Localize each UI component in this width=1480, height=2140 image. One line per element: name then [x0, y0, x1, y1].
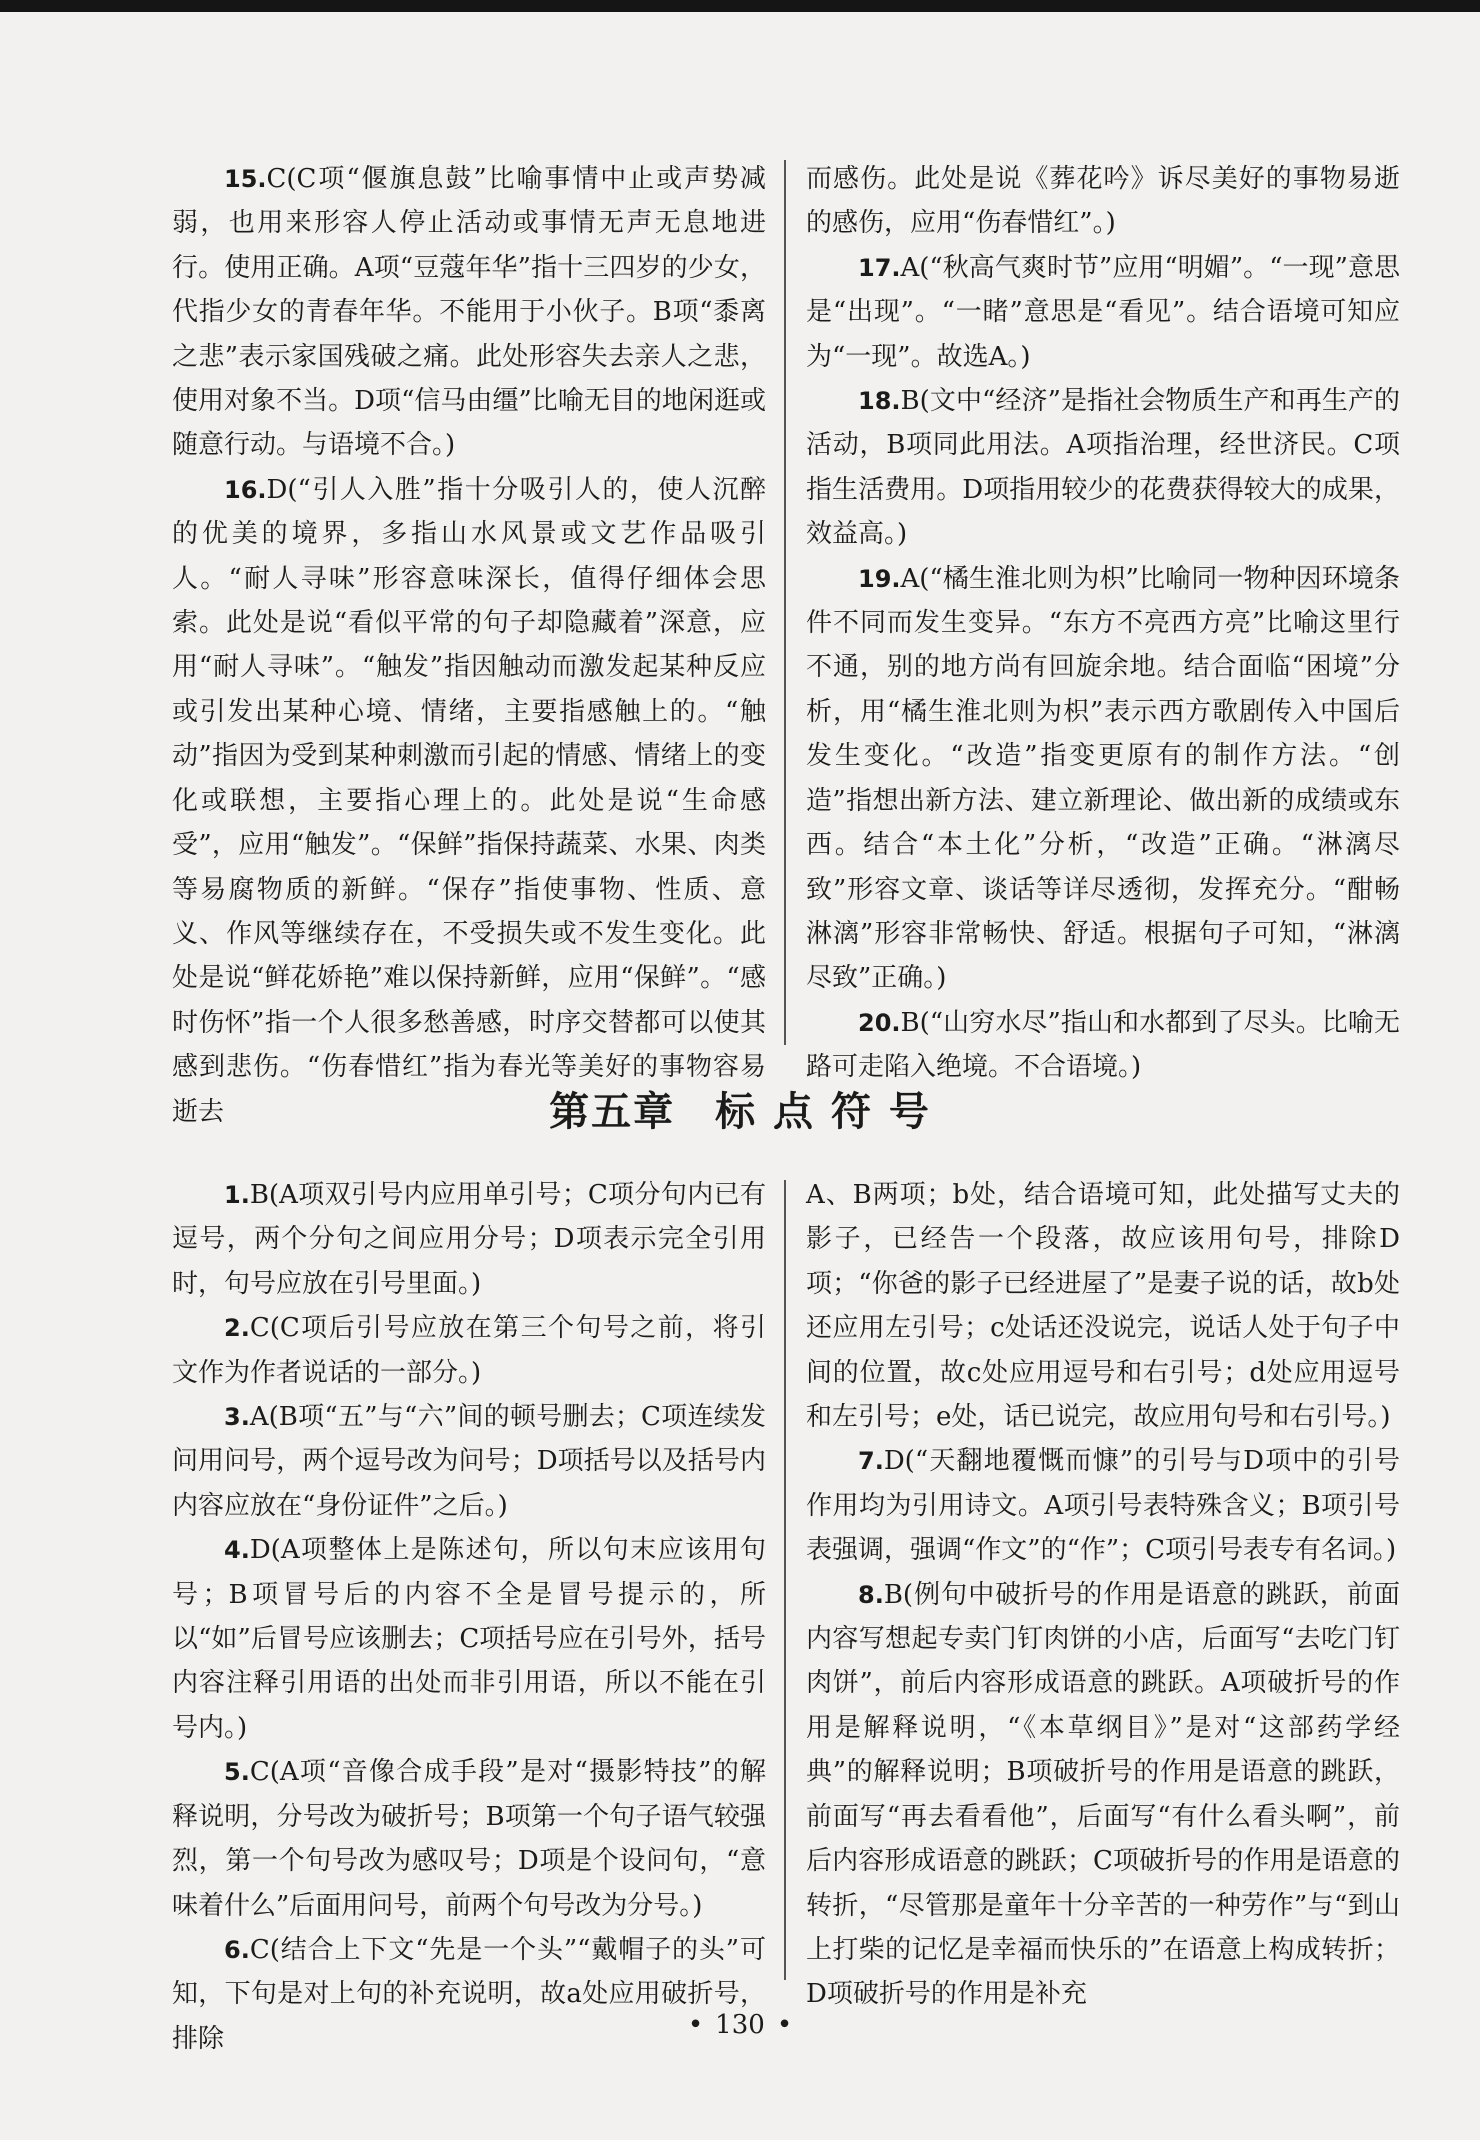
answer-text: D(A项整体上是陈述句，所以句末应该用句号；B项冒号后的内容不全是冒号提示的，所以“如”后冒号应该删去；C项括号应在引号外，括号内容注释引用语的出处而非引用语，所以不能在引号内。)	[172, 1535, 766, 1743]
answer-text: B(文中“经济”是指社会物质生产和再生产的活动，B项同此用法。A项指治理，经世济民。C项指生活费用。D项指用较少的花费获得较大的成果，效益高。)	[806, 386, 1400, 550]
answer-continuation	[806, 157, 1400, 246]
answer-item	[806, 379, 1400, 557]
answer-number: 8.	[858, 1580, 884, 1609]
page-number-dot-right: •	[776, 2010, 793, 2040]
answer-number: 2.	[224, 1314, 250, 1343]
page-number-value: 130	[715, 2010, 765, 2040]
answer-item	[172, 157, 766, 468]
answer-text: B(例句中破折号的作用是语意的跳跃，前面内容写想起专卖门钉肉饼的小店，后面写“去吃门钉肉饼”，前后内容形成语意的跳跃。A项破折号的作用是解释说明，“《本草纲目》”是对“这部药学经典”的解释说明；B项破折号的作用是语意的跳跃，前面写“再去看看他”，后面写“有什么看头啊”，前后内容形成语意的跳跃；C项破折号的作用是语意的转折，“尽管那是童年十分辛苦的一种劳作”与“到山上打柴的记忆是幸福而快乐的”在语意上构成转折；D项破折号的作用是补充	[806, 1579, 1400, 2010]
answer-text: C(A项“音像合成手段”是对“摄影特技”的解释说明，分号改为破折号；B项第一个句子语气较强烈，第一个句号改为感叹号；D项是个设问句，“意味着什么”后面用问号，前两个句号改为分号。)	[172, 1757, 766, 1921]
answer-number: 3.	[224, 1403, 250, 1432]
answer-item	[172, 1528, 766, 1750]
answer-text: A(“秋高气爽时节”应用“明媚”。“一现”意思是“出现”。“一睹”意思是“看见”。结合语境可知应为“一现”。故选A。)	[806, 252, 1400, 372]
answer-text: B(A项双引号内应用单引号；C项分句内已有逗号，两个分句之间应用分号；D项表示完全引用时，句号应放在引号里面。)	[172, 1180, 766, 1299]
answer-number: 4.	[224, 1536, 250, 1565]
answer-number: 17.	[858, 253, 901, 282]
column-divider-bottom	[784, 1180, 786, 1980]
answer-text: B(“山穷水尽”指山和水都到了尽头。比喻无路可走陷入绝境。不合语境。)	[806, 1007, 1400, 1083]
answer-number: 5.	[224, 1758, 250, 1787]
answer-item	[806, 1001, 1400, 1090]
answer-number: 15.	[224, 165, 267, 193]
answer-item	[806, 1439, 1400, 1572]
answer-item	[172, 1750, 766, 1928]
page-number-dot-left: •	[687, 2010, 704, 2040]
answer-text: A、B两项；b处，结合语境可知，此处描写丈夫的影子，已经告一个段落，故应该用句号，排除D项；“你爸的影子已经进屋了”是妻子说的话，故b处还应用左引号；c处话还没说完，说话人处于句子中间的位置，故c处应用逗号和右引号；d处应用逗号和左引号；e处，话已说完，故应用句号和右引号。)	[806, 1180, 1400, 1433]
answer-number: 1.	[224, 1181, 250, 1209]
answer-item	[172, 1395, 766, 1528]
answer-number: 18.	[858, 387, 901, 416]
answer-text: D(“引人入胜”指十分吸引人的，使人沉醉的优美的境界，多指山水风景或文艺作品吸引人。“耐人寻味”形容意味深长，值得仔细体会思索。此处是说“看似平常的句子却隐藏着”深意，应用“耐人寻味”。“触发”指因触动而激发起某种反应或引发出某种心境、情绪，主要指感触上的。“触动”指因为受到某种刺激而引起的情感、情绪上的变化或联想，主要指心理上的。此处是说“生命感受”，应用“触发”。“保鲜”指保持蔬菜、水果、肉类等易腐物质的新鲜。“保存”指使事物、性质、意义、作风等继续存在，不受损失或不发生变化。此处是说“鲜花娇艳”难以保持新鲜，应用“保鲜”。“感时伤怀”指一个人很多愁善感，时序交替都可以使其感到悲伤。“伤春惜红”指为春光等美好的事物容易逝去	[172, 474, 766, 1127]
answer-text: D(“天翻地覆慨而慷”的引号与D项中的引号作用均为引用诗文。A项引号表特殊含义；B项引号表强调，强调“作文”的“作”；C项引号表专有名词。)	[806, 1446, 1400, 1566]
answer-number: 7.	[858, 1447, 884, 1476]
chapter-number: 第五章	[549, 1089, 676, 1135]
answer-continuation	[806, 1173, 1400, 1439]
answer-text: A(B项“五”与“六”间的顿号删去；C项连续发问用问号，两个逗号改为问号；D项括号以及括号内内容应放在“身份证件”之后。)	[172, 1402, 766, 1521]
answer-text: C(C项后引号应放在第三个句号之前，将引文作为作者说话的一部分。)	[172, 1313, 766, 1388]
answer-number: 16.	[224, 475, 267, 504]
bottom-right-column	[802, 1173, 1400, 2010]
chapter-title	[0, 1080, 1480, 1137]
answer-item	[172, 1928, 766, 2061]
column-divider-top	[784, 160, 786, 1045]
answer-text: 而感伤。此处是说《葬花吟》诉尽美好的事物易逝的感伤，应用“伤春惜红”。)	[806, 164, 1400, 239]
answer-text: A(“橘生淮北则为枳”比喻同一物种因环境条件不同而发生变异。“东方不亮西方亮”比喻这里行不通，别的地方尚有回旋余地。结合面临“困境”分析，用“橘生淮北则为枳”表示西方歌剧传入中国后发生变化。“改造”指变更原有的制作方法。“创造”指想出新方法、建立新理论、做出新的成绩或东西。结合“本土化”分析，“改造”正确。“淋漓尽致”形容文章、谈话等详尽透彻，发挥充分。“酣畅淋漓”形容非常畅快、舒适。根据句子可知，“淋漓尽致”正确。)	[806, 563, 1400, 994]
answer-item	[172, 1173, 766, 1306]
answer-item	[806, 246, 1400, 379]
top-right-column	[802, 157, 1400, 1083]
answer-item	[172, 468, 766, 1134]
answer-number: 6.	[224, 1935, 250, 1964]
answer-number: 20.	[858, 1008, 901, 1037]
answer-text: C(结合上下文“先是一个头”“戴帽子的头”可知，下句是对上句的补充说明，故a处应用破折号，排除	[172, 1934, 766, 2054]
answer-text: C(C项“偃旗息鼓”比喻事情中止或声势减弱，也用来形容人停止活动或事情无声无息地进行。使用正确。A项“豆蔻年华”指十三四岁的少女，代指少女的青春年华。不能用于小伙子。B项“黍离之悲”表示家国残破之痛。此处形容失去亲人之悲，使用对象不当。D项“信马由缰”比喻无目的地闲逛或随意行动。与语境不合。)	[172, 164, 766, 461]
top-rule	[0, 0, 1480, 12]
answer-item	[806, 1573, 1400, 2017]
page-number	[0, 2010, 1480, 2040]
answer-item	[172, 1306, 766, 1395]
answer-number: 19.	[858, 564, 901, 593]
answer-item	[806, 557, 1400, 1001]
chapter-name: 标 点 符 号	[715, 1089, 931, 1135]
